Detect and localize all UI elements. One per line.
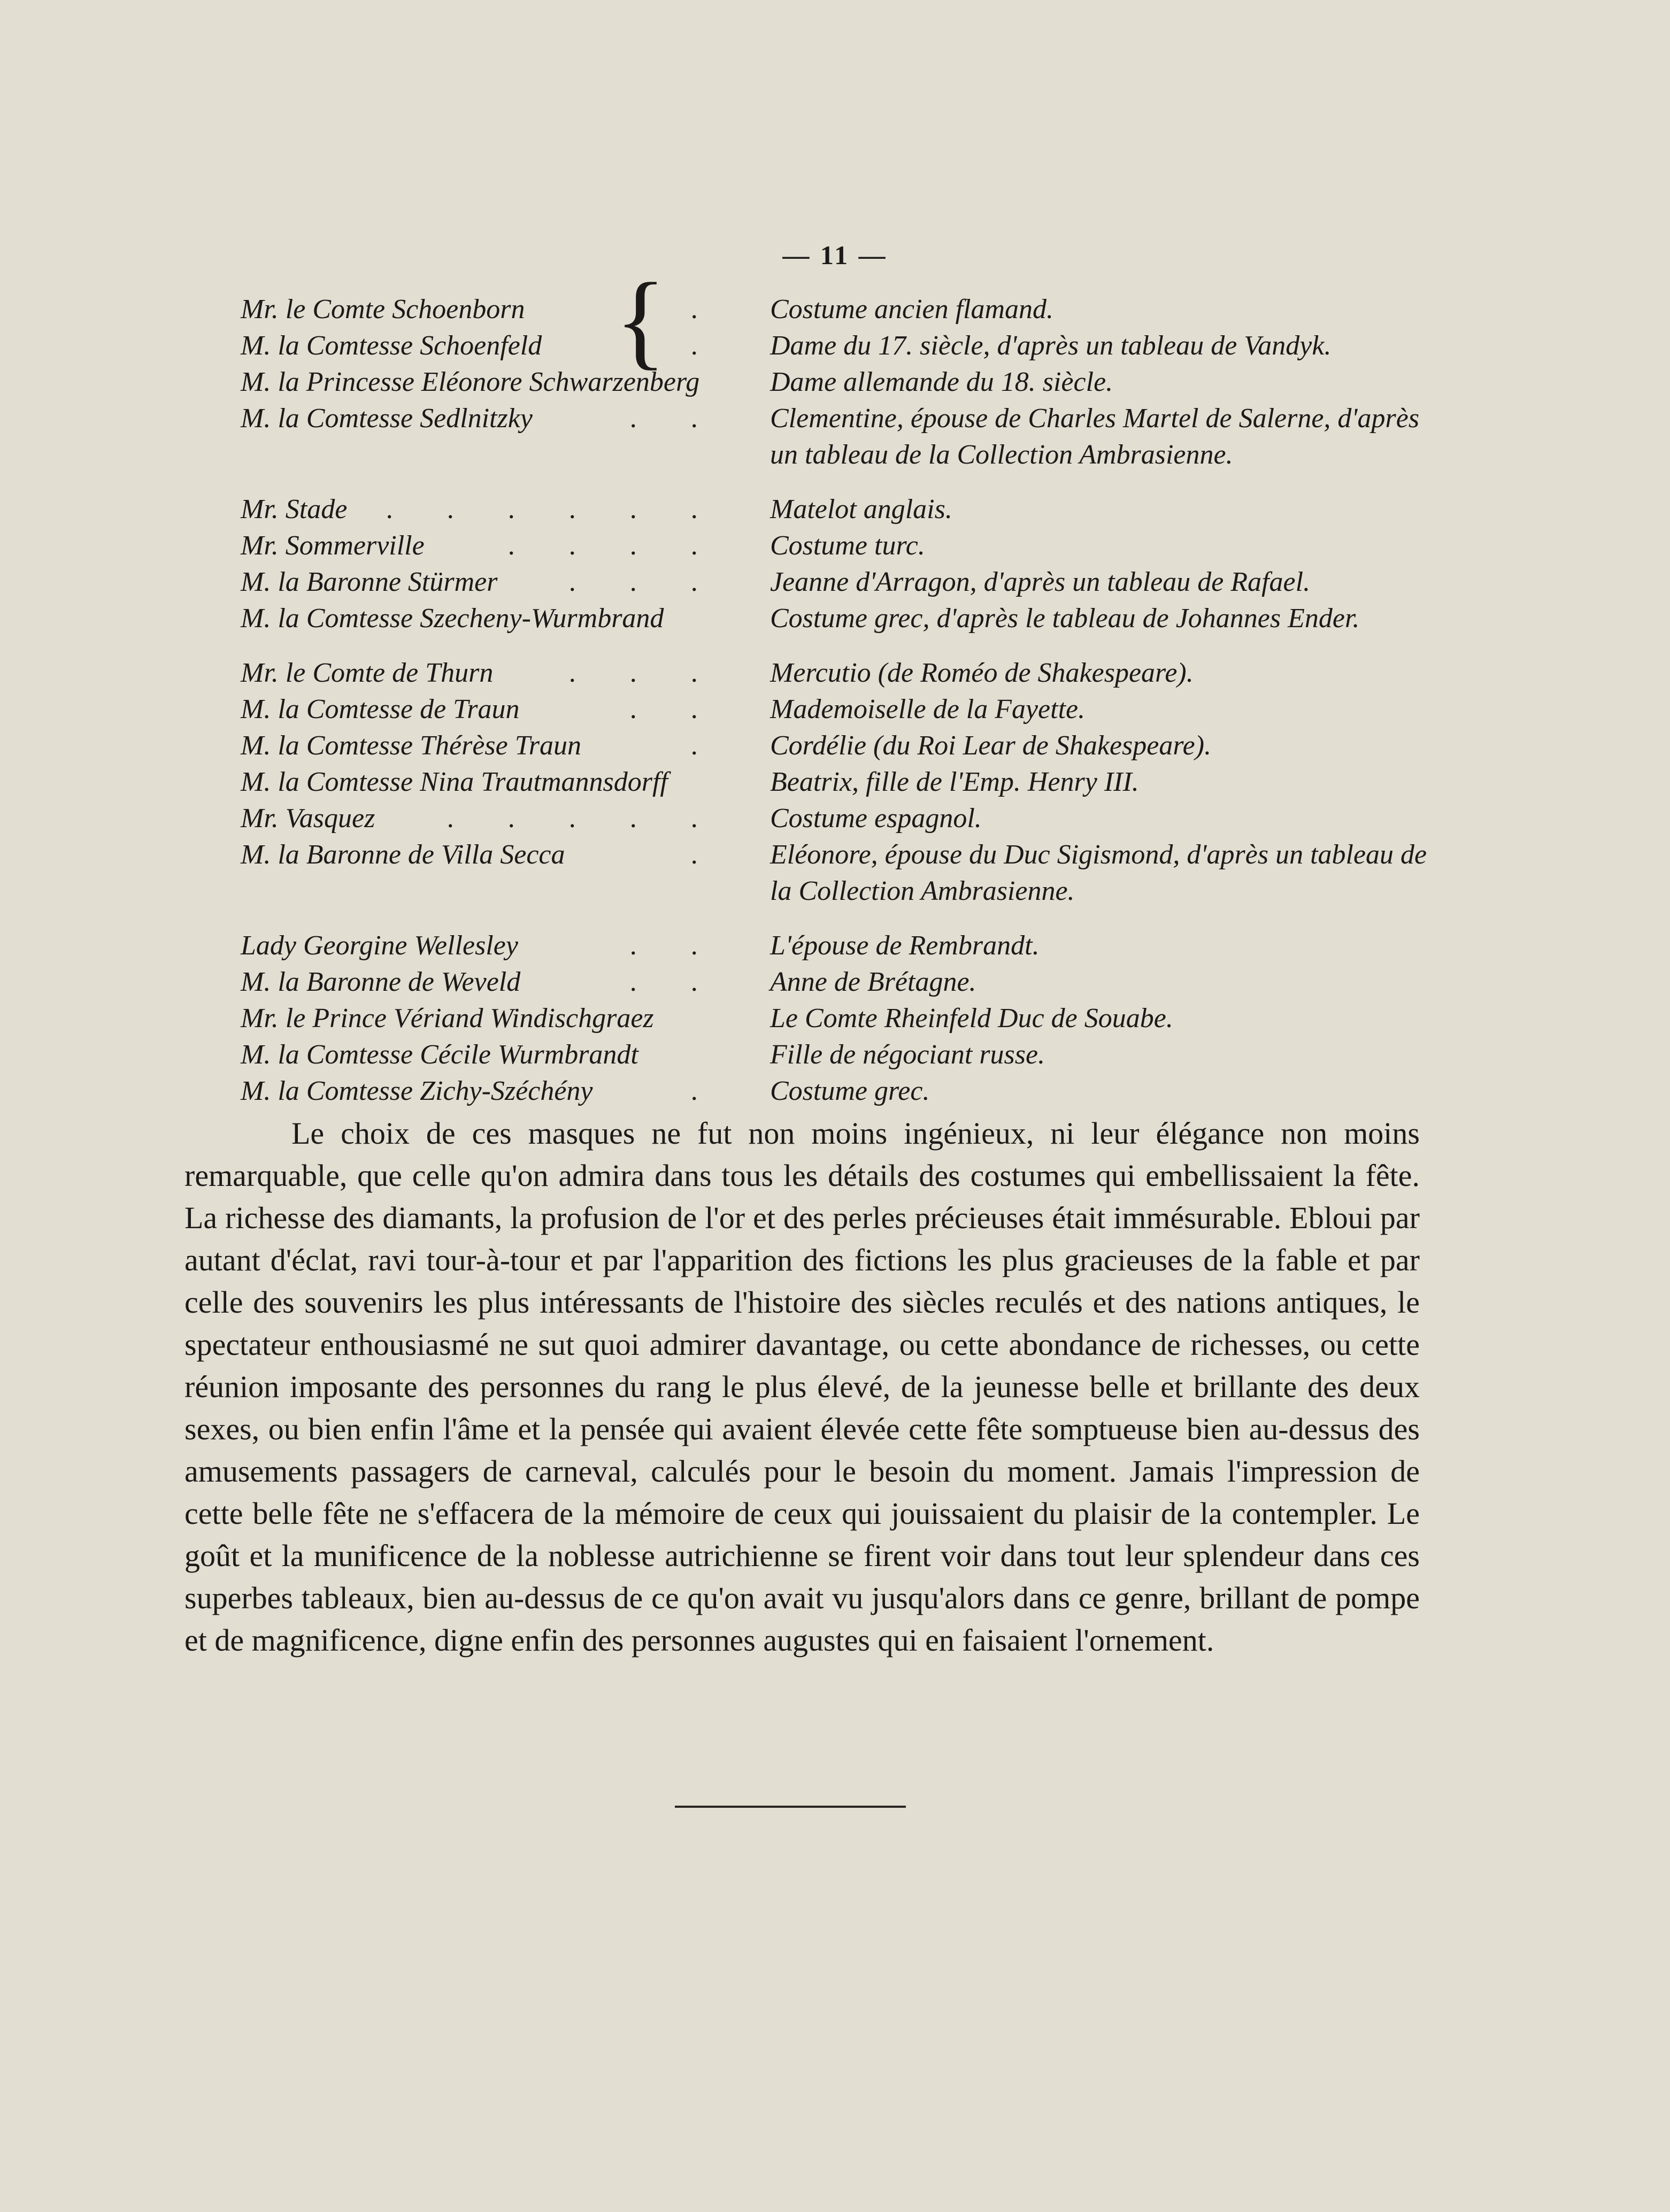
entry-leader: .: [691, 330, 722, 361]
entry-name: Mr. Sommerville: [241, 530, 425, 561]
entry-description: Matelot anglais.: [770, 494, 952, 525]
costume-entry: [241, 764, 1449, 800]
costume-entry: [241, 928, 1449, 964]
costume-entry: [241, 564, 1449, 600]
costume-entry: [241, 655, 1449, 691]
costume-entry: [241, 291, 1449, 328]
entry-name: M. la Comtesse Sedlnitzky: [241, 403, 533, 434]
entry-description: Costume turc.: [770, 530, 925, 561]
entry-name: M. la Comtesse Nina Trautmannsdorff: [241, 767, 668, 797]
closing-rule: [675, 1806, 906, 1808]
costume-entry: [241, 1037, 1449, 1073]
entry-description: Clementine, épouse de Charles Martel de Salerne, d'après un tableau de la Collection Ambrasienne.: [770, 403, 1420, 470]
entry-description: Costume ancien flamand.: [770, 294, 1054, 325]
entry-name: Mr. le Prince Vériand Windischgraez: [241, 1003, 654, 1034]
entry-name: M. la Comtesse de Traun: [241, 694, 520, 725]
entry-name: M. la Princesse Eléonore Schwarzenberg: [241, 367, 700, 397]
entry-description: Beatrix, fille de l'Emp. Henry III.: [770, 767, 1139, 797]
entry-leader: .: [691, 730, 722, 761]
entry-leader: . . . . .: [448, 803, 722, 834]
entry-description: L'épouse de Rembrandt.: [770, 930, 1040, 961]
costume-entry: [241, 728, 1449, 764]
costume-entry: [241, 964, 1449, 1000]
costume-entry: [241, 691, 1449, 728]
entry-leader: . . . .: [509, 530, 722, 561]
entry-name: M. la Comtesse Thérèse Traun: [241, 730, 581, 761]
entry-leader: . . .: [570, 567, 722, 597]
entry-description: Jeanne d'Arragon, d'après un tableau de Rafael.: [770, 567, 1311, 597]
entry-name: M. la Baronne Stürmer: [241, 567, 498, 597]
entry-name: M. la Comtesse Szecheny-Wurmbrand: [241, 603, 664, 634]
entry-description: Fille de négociant russe.: [770, 1039, 1045, 1070]
brace-symbol: {: [615, 261, 666, 380]
entry-leader: . . .: [570, 658, 722, 688]
entry-leader: . .: [630, 967, 722, 997]
entry-name: Mr. le Comte Schoenborn: [241, 294, 525, 325]
costume-list: [241, 291, 1449, 1109]
entry-leader: .: [691, 1076, 722, 1106]
costume-entry: [241, 491, 1449, 528]
costume-entry: [241, 800, 1449, 837]
entry-name: M. la Comtesse Cécile Wurmbrandt: [241, 1039, 638, 1070]
entry-description: Costume grec, d'après le tableau de Johannes Ender.: [770, 603, 1360, 634]
entry-description: Costume grec.: [770, 1076, 930, 1106]
costume-entry: [241, 400, 1449, 473]
entry-name: Mr. Vasquez: [241, 803, 375, 834]
entry-description: Mercutio (de Roméo de Shakespeare).: [770, 658, 1194, 688]
costume-entry: [241, 600, 1449, 637]
entry-description: Cordélie (du Roi Lear de Shakespeare).: [770, 730, 1212, 761]
costume-entry: [241, 1000, 1449, 1037]
entry-name: Lady Georgine Wellesley: [241, 930, 518, 961]
costume-entry: [241, 837, 1449, 910]
entry-name: Mr. le Comte de Thurn: [241, 658, 494, 688]
entry-name: M. la Comtesse Zichy-Széchény: [241, 1076, 593, 1106]
entry-name: M. la Comtesse Schoenfeld: [241, 330, 542, 361]
body-paragraph: Le choix de ces masques ne fut non moins ingénieux, ni leur élégance non moins remarquable, que celle qu'on admira dans tous les détails des costumes qui embellissaient la fête. La richesse des diamants, la profusion de l'or et des perles précieuses était immésurable. Ebloui par autant d'éclat, ravi tour-à-tour et par l'apparition des fictions les plus gracieuses de la fable et par celle des souvenirs les plus intéressants de l'histoire des siècles reculés et des nations antiques, le spectateur enthousiasmé ne sut quoi admirer davantage, ou cette abondance de richesses, ou cette réunion imposante des personnes du rang le plus élevé, de la jeunesse belle et brillante des deux sexes, ou bien enfin l'âme et la pensée qui avaient élevée cette fête somptueuse bien au-dessus des amusements passagers de carneval, calculés pour le besoin du moment. Jamais l'impression de cette belle fête ne s'effacera de la mémoire de ceux qui jouissaient du plaisir de la contempler. Le goût et la munificence de la noblesse autrichienne se firent voir dans tout leur splendeur dans ces superbes tableaux, bien au-dessus de ce qu'on avait vu jusqu'alors dans ce genre, brillant de pompe et de magnificence, digne enfin des personnes augustes qui en faisaient l'ornement.: [184, 1116, 1420, 1658]
page-number: — 11 —: [782, 240, 888, 270]
entry-name: M. la Baronne de Villa Secca: [241, 839, 565, 870]
entry-leader: . .: [630, 403, 722, 434]
costume-entry: [241, 328, 1449, 364]
entry-description: Costume espagnol.: [770, 803, 982, 834]
entry-description: Eléonore, épouse du Duc Sigismond, d'après un tableau de la Collection Ambrasienne.: [770, 839, 1427, 906]
entry-leader: . . . . . .: [387, 494, 722, 525]
costume-entry: [241, 364, 1449, 400]
entry-leader: .: [691, 294, 722, 325]
entry-leader: . .: [630, 694, 722, 725]
entry-name: Mr. Stade: [241, 494, 348, 525]
entry-description: Anne de Brétagne.: [770, 967, 976, 997]
entry-leader: .: [691, 839, 722, 870]
costume-entry: [241, 1073, 1449, 1109]
entry-description: Mademoiselle de la Fayette.: [770, 694, 1086, 725]
entry-leader: . .: [630, 930, 722, 961]
entry-name: M. la Baronne de Weveld: [241, 967, 521, 997]
entry-description: Le Comte Rheinfeld Duc de Souabe.: [770, 1003, 1173, 1034]
entry-description: Dame du 17. siècle, d'après un tableau de Vandyk.: [770, 330, 1332, 361]
costume-entry: [241, 528, 1449, 564]
entry-description: Dame allemande du 18. siècle.: [770, 367, 1113, 397]
